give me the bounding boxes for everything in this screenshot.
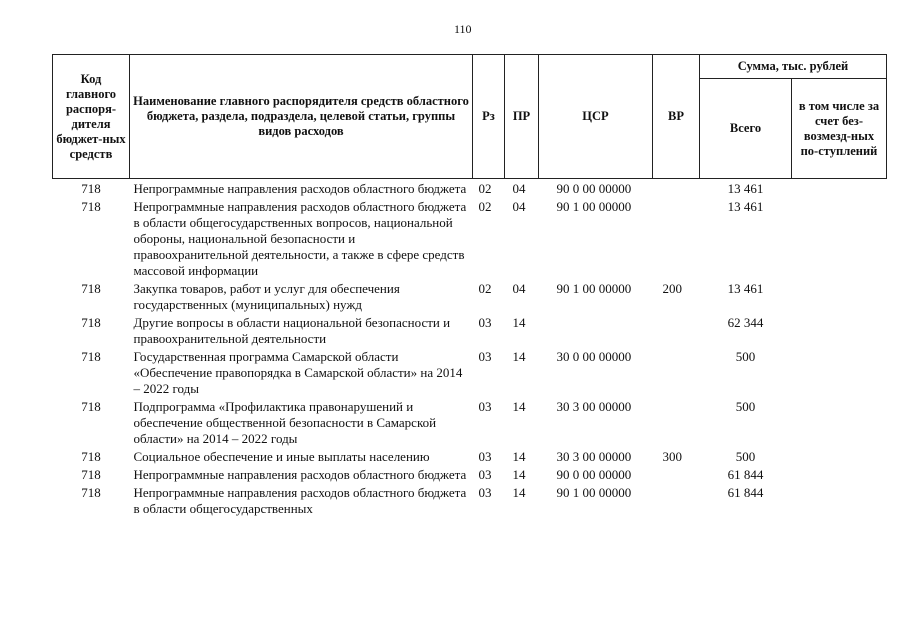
cell-rz: 02 xyxy=(478,199,492,214)
cell-pr: 14 xyxy=(512,349,526,364)
cell-total: 61 844 xyxy=(727,467,764,482)
cell-pr: 14 xyxy=(512,315,526,330)
cell-code: 718 xyxy=(81,467,101,482)
cell-rz: 03 xyxy=(478,315,492,330)
cell-vr xyxy=(653,313,700,347)
cell-rz: 02 xyxy=(478,181,492,196)
cell-name: Другие вопросы в области национальной безопасности и правоохранительной деятельности xyxy=(133,315,451,346)
page-number: 110 xyxy=(454,22,472,36)
header-free: в том числе за счет без-возмезд-ных по-ступлений xyxy=(792,79,887,179)
cell-free xyxy=(792,483,887,517)
cell-total: 62 344 xyxy=(727,315,764,330)
cell-rz: 03 xyxy=(478,485,492,500)
cell-free xyxy=(792,447,887,465)
cell-total: 500 xyxy=(735,399,756,414)
cell-code: 718 xyxy=(81,315,101,330)
cell-rz: 03 xyxy=(478,449,492,464)
cell-name: Непрограммные направления расходов областного бюджета в области общегосударственных вопросов, национальной обороны, национальной безопасности и правоохранительной деятельности, а также в сфере средств массовой информации xyxy=(133,199,467,278)
cell-total: 500 xyxy=(735,349,756,364)
cell-csr: 90 0 00 00000 xyxy=(556,181,632,196)
cell-rz: 02 xyxy=(478,281,492,296)
cell-free xyxy=(792,397,887,447)
cell-vr: 200 xyxy=(662,281,682,296)
table-row xyxy=(53,179,887,198)
table-row xyxy=(53,397,887,447)
cell-csr: 90 0 00 00000 xyxy=(556,467,632,482)
table-row xyxy=(53,347,887,397)
cell-free xyxy=(792,347,887,397)
cell-name: Непрограммные направления расходов областного бюджета xyxy=(133,181,467,196)
header-name: Наименование главного распорядителя средств областного бюджета, раздела, подраздела, целевой статьи, группы видов расходов xyxy=(130,55,473,179)
cell-rz: 03 xyxy=(478,467,492,482)
cell-total: 61 844 xyxy=(727,485,764,500)
header-code: Код главного распоря-дителя бюджет-ных средств xyxy=(53,55,130,179)
cell-name: Непрограммные направления расходов областного бюджета xyxy=(133,467,467,482)
cell-name: Социальное обеспечение и иные выплаты населению xyxy=(133,449,430,464)
cell-pr: 14 xyxy=(512,467,526,482)
table-row xyxy=(53,279,887,313)
cell-code: 718 xyxy=(81,281,101,296)
table-row xyxy=(53,313,887,347)
cell-code: 718 xyxy=(81,449,101,464)
table-header xyxy=(53,55,887,179)
table-row xyxy=(53,197,887,279)
table-row xyxy=(53,447,887,465)
cell-pr: 04 xyxy=(512,181,526,196)
cell-csr: 30 3 00 00000 xyxy=(556,399,632,414)
cell-pr: 04 xyxy=(512,199,526,214)
cell-vr xyxy=(653,347,700,397)
cell-code: 718 xyxy=(81,199,101,214)
cell-free xyxy=(792,313,887,347)
cell-pr: 14 xyxy=(512,485,526,500)
cell-name: Непрограммные направления расходов областного бюджета в области общегосударственных xyxy=(133,485,467,516)
cell-name: Государственная программа Самарской области «Обеспечение правопорядка в Самарской области» на 2014 – 2022 годы xyxy=(133,349,463,396)
cell-total: 13 461 xyxy=(727,281,764,296)
cell-pr: 04 xyxy=(512,281,526,296)
cell-rz: 03 xyxy=(478,399,492,414)
cell-csr: 90 1 00 00000 xyxy=(556,485,632,500)
cell-rz: 03 xyxy=(478,349,492,364)
cell-code: 718 xyxy=(81,349,101,364)
table-row xyxy=(53,483,887,517)
cell-code: 718 xyxy=(81,181,101,196)
header-vr: ВР xyxy=(653,55,700,179)
cell-pr: 14 xyxy=(512,449,526,464)
cell-vr xyxy=(653,397,700,447)
cell-csr: 30 3 00 00000 xyxy=(556,449,632,464)
cell-csr: 90 1 00 00000 xyxy=(556,281,632,296)
cell-free xyxy=(792,179,887,198)
cell-code: 718 xyxy=(81,399,101,414)
cell-pr: 14 xyxy=(512,399,526,414)
cell-free xyxy=(792,197,887,279)
budget-table xyxy=(52,54,887,517)
cell-vr xyxy=(653,197,700,279)
header-sum: Сумма, тыс. рублей xyxy=(700,55,887,79)
cell-vr xyxy=(653,179,700,198)
header-pr: ПР xyxy=(505,55,539,179)
cell-csr: 30 0 00 00000 xyxy=(556,349,632,364)
cell-vr: 300 xyxy=(662,449,682,464)
table-row xyxy=(53,465,887,483)
cell-total: 13 461 xyxy=(727,181,764,196)
header-total: Всего xyxy=(700,79,792,179)
cell-name: Закупка товаров, работ и услуг для обеспечения государственных (муниципальных) нужд xyxy=(133,281,400,312)
cell-total: 13 461 xyxy=(727,199,764,214)
cell-name: Подпрограмма «Профилактика правонарушений и обеспечение общественной безопасности в Самарской области» на 2014 – 2022 годы xyxy=(133,399,437,446)
header-rz: Рз xyxy=(473,55,505,179)
cell-total: 500 xyxy=(735,449,756,464)
cell-vr xyxy=(653,465,700,483)
cell-csr: 90 1 00 00000 xyxy=(556,199,632,214)
table-body xyxy=(53,179,887,518)
cell-free xyxy=(792,465,887,483)
cell-free xyxy=(792,279,887,313)
cell-vr xyxy=(653,483,700,517)
cell-code: 718 xyxy=(81,485,101,500)
header-csr: ЦСР xyxy=(539,55,653,179)
cell-csr xyxy=(539,313,653,347)
